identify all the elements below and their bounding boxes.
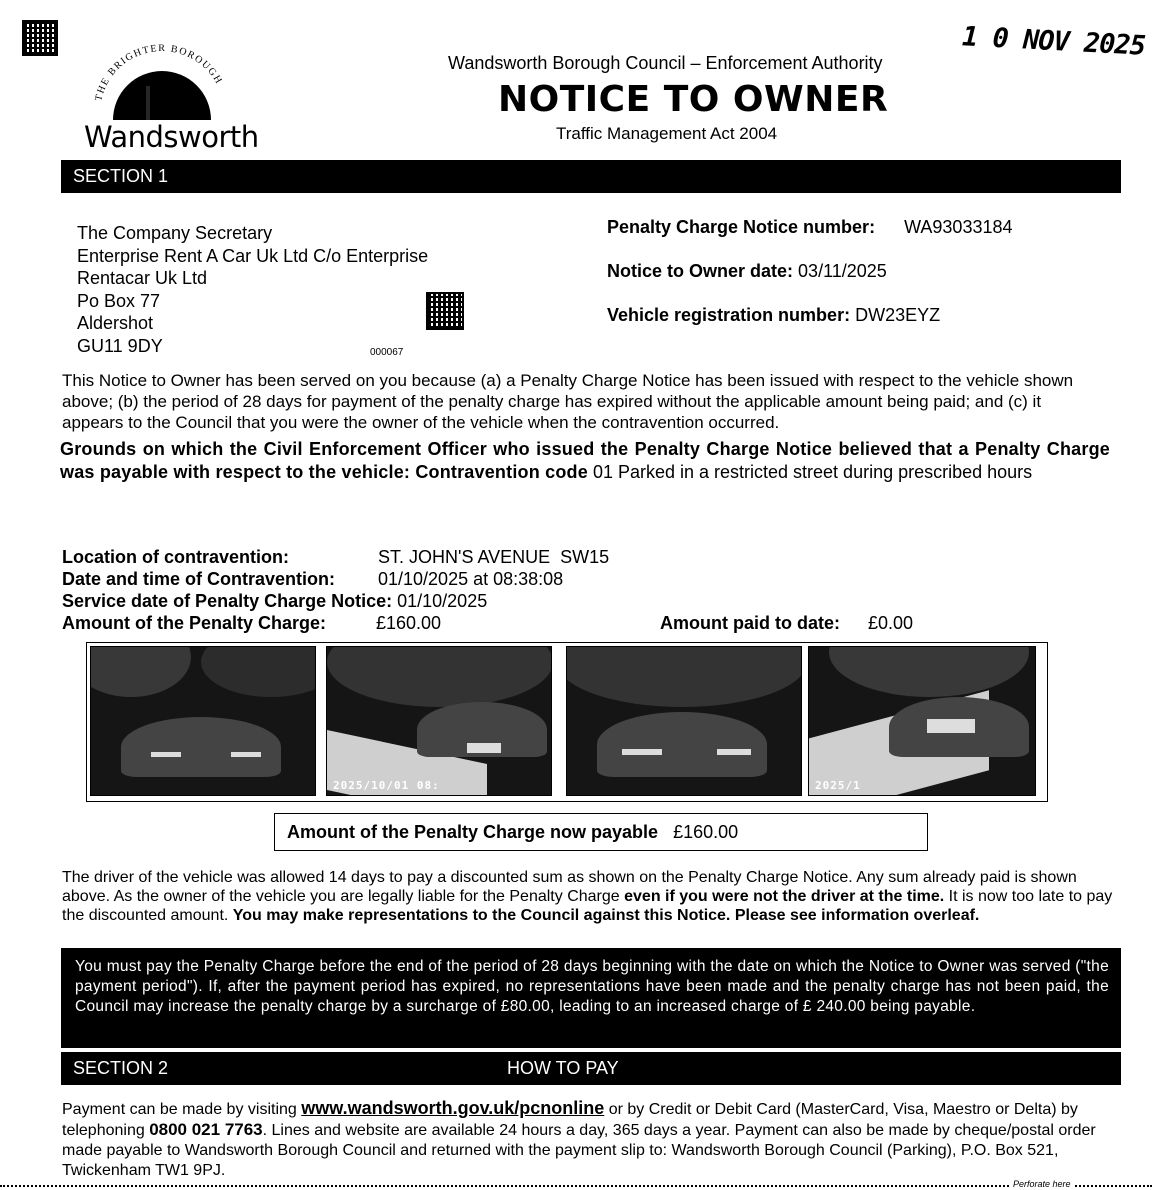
amount-payable-label: Amount of the Penalty Charge now payable (287, 822, 659, 842)
payment-text-2: or by Credit or Debit Card (MasterCard, Visa, Maestro or Delta) by telephoning (62, 1101, 1078, 1139)
amount-row (62, 612, 962, 634)
evidence-photo-2 (326, 646, 552, 796)
amount-payable-box (274, 813, 928, 851)
address-line: Po Box 77 (77, 290, 161, 311)
qr-code-address (426, 292, 464, 330)
address-line: Rentacar Uk Ltd (77, 268, 208, 288)
pcn-number-row (607, 217, 1013, 238)
photo-timestamp-2: 2025/1 (815, 779, 861, 792)
notice-date-label: Notice to Owner date: (607, 261, 794, 281)
grounds-text: 01 Parked in a restricted street during prescribed hours (587, 462, 1033, 482)
paid-value: £0.00 (868, 613, 914, 633)
payment-text-3: . Lines and website are available 24 hours a day, 365 days a year. Payment can also be made by cheque/postal order made payable to Wandsworth Borough Council and returned with the payment slip to: Wandsworth Borough Council (Parking), P.O. Box 521, Twickenham TW1 9PJ. (62, 1122, 1096, 1179)
amount-payable-value: £160.00 (673, 822, 739, 842)
pcn-number: WA93033184 (904, 217, 1013, 237)
evidence-photo-1 (90, 646, 316, 796)
address-line: The Company Secretary (77, 223, 273, 243)
payment-warning-box (61, 948, 1121, 1048)
amount-value: £160.00 (376, 613, 442, 633)
photo-timestamp-1: 2025/10/01 08: (333, 779, 440, 792)
paid-label: Amount paid to date: (660, 613, 840, 633)
service-date-label: Service date of Penalty Charge Notice: (62, 591, 393, 611)
logo-arc-text: THE BRIGHTER BOROUGH (93, 42, 225, 103)
qr-code-top (22, 20, 58, 56)
grounds-bold: Grounds on which the Civil Enforcement Officer who issued the Penalty Charge Notice believed that a Penalty Charge was payable with respect to the vehicle: Contravention code (60, 439, 1110, 482)
mailing-reference: 000067 (370, 347, 404, 358)
evidence-photo-4 (808, 646, 1036, 796)
location-label: Location of contravention: (62, 547, 289, 567)
address-line: GU11 9DY (77, 335, 163, 356)
act-reference: Traffic Management Act 2004 (556, 124, 778, 143)
council-logo (78, 38, 259, 156)
address-line: Aldershot (77, 313, 154, 333)
pcn-number-label: Penalty Charge Notice number: (607, 217, 876, 237)
perforation-note: Perforate here (1010, 1179, 1074, 1189)
driver-text-2: It is now too late to pay the discounted amount. (62, 888, 1113, 924)
contravention-details (62, 546, 962, 634)
datetime-value: 01/10/2025 at 08:38:08 (378, 569, 564, 589)
payment-warning-text: You must pay the Penalty Charge before the end of the period of 28 days beginning with the date on which the Notice to Owner was served ("the payment period"). If, after the payment period has expired, no representations have been made and the penalty charge has not been paid, the Council may increase the penalty charge by a surcharge of £80.00, leading to an increased charge of £ 240.00 being payable. (75, 958, 1109, 1015)
grounds-paragraph (60, 438, 1110, 484)
payment-paragraph (62, 1098, 1122, 1181)
service-date-row (62, 590, 962, 612)
vrn-row (607, 305, 940, 326)
payment-text-1: Payment can be made by visiting (62, 1101, 302, 1118)
payment-phone: 0800 021 7763 (149, 1120, 263, 1139)
section-2-label: SECTION 2 (73, 1058, 169, 1078)
logo-wordmark: Wandsworth (84, 120, 259, 154)
vrn-label: Vehicle registration number: (607, 305, 851, 325)
driver-bold-1: even if you were not the driver at the time. (624, 888, 945, 905)
payment-website-link[interactable]: www.wandsworth.gov.uk/pcnonline (301, 1098, 605, 1118)
section-2-bar (61, 1052, 1121, 1085)
location-value: ST. JOHN'S AVENUE SW15 (378, 547, 610, 567)
datetime-row (62, 568, 962, 590)
notice-date: 03/11/2025 (798, 261, 887, 281)
location-row (62, 546, 962, 568)
evidence-photo-3 (566, 646, 802, 796)
service-date-value: 01/10/2025 (397, 591, 488, 611)
driver-paragraph (62, 868, 1122, 925)
section-1-label: SECTION 1 (73, 166, 169, 186)
vrn: DW23EYZ (855, 305, 941, 325)
page-title: NOTICE TO OWNER (498, 79, 889, 120)
perforation-line (0, 1185, 1152, 1187)
driver-text-1: The driver of the vehicle was allowed 14 days to pay a discounted sum as shown on the Penalty Charge Notice. Any sum already paid is shown above. As the owner of the vehicle you are legally liable for the Penalty Charge (62, 869, 1077, 905)
enforcement-authority: Wandsworth Borough Council – Enforcement Authority (448, 53, 883, 73)
intro-paragraph: This Notice to Owner has been served on you because (a) a Penalty Charge Notice has been issued with respect to the vehicle shown above; (b) the period of 28 days for payment of the penalty charge has expired without the applicable amount being paid; and (c) it appears to the Council that you were the owner of the vehicle when the contravention occurred. (62, 371, 1074, 432)
section-1-bar (61, 160, 1121, 193)
amount-label: Amount of the Penalty Charge: (62, 613, 327, 633)
address-line: Enterprise Rent A Car Uk Ltd C/o Enterprise (77, 245, 429, 266)
date-stamp: 1 0 NOV 2025 (961, 21, 1146, 62)
section-2-title: HOW TO PAY (507, 1058, 619, 1078)
notice-date-row (607, 261, 887, 282)
datetime-label: Date and time of Contravention: (62, 569, 336, 589)
address-block (77, 222, 428, 357)
driver-bold-2: You may make representations to the Council against this Notice. Please see information overleaf. (232, 907, 980, 924)
